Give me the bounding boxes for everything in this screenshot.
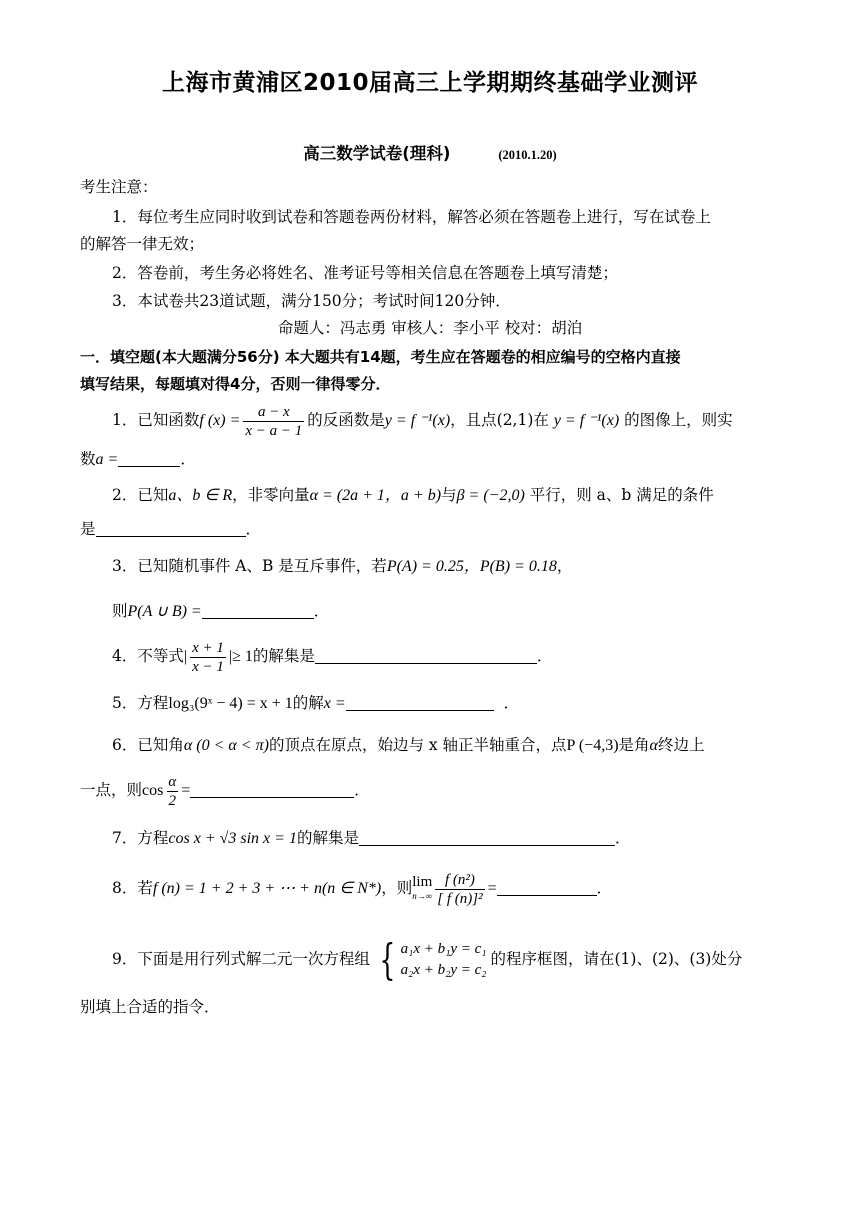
notice-item-1-cont: 的解答一律无效；	[80, 235, 205, 253]
section-heading-cont: 填写结果，每题填对得4分，否则一律得零分．	[80, 375, 391, 393]
answer-blank-1[interactable]	[118, 450, 180, 467]
question-9-cont: 别填上合适的指令．	[80, 998, 220, 1016]
q8-fraction: $\frac{\text{f (n²)}}{\text{[ f (n)]²}}$	[437, 871, 483, 907]
question-1-cont: 数a = ．	[80, 450, 196, 468]
question-6-cont: 一点，则cos $\frac{\alpha}{2}$ = ．	[80, 773, 370, 809]
exam-subtitle	[0, 140, 860, 164]
section-heading: 一．填空题(本大题满分56分) 本大题共有14题，考生应在答题卷的相应编号的空格内直接	[80, 348, 681, 366]
notice-item-3: 3．本试卷共23道试题，满分150分；考试时间120分钟．	[112, 292, 511, 310]
notice-item-1: 1．每位考生应同时收到试卷和答题卷两份材料，解答必须在答题卷上进行，写在试卷上	[112, 208, 711, 226]
q6-fraction: $\frac{\alpha}{2}$	[168, 773, 177, 809]
answer-blank-5[interactable]	[346, 694, 494, 711]
question-3-cont: 则P(A ∪ B) = ．	[112, 602, 330, 620]
question-7: 7．方程cos x + √3 sin x = 1的解集是 ．	[112, 829, 631, 847]
q4-fraction: $\frac{x + 1}{x - 1}$	[192, 639, 224, 675]
answer-blank-7[interactable]	[359, 829, 615, 846]
page-title: 上海市黄浦区2010届高三上学期期终基础学业测评	[161, 70, 698, 96]
question-2: 2．已知a、b ∈ R，非零向量α = (2a + 1，a + b)与β = (−2,0) 平行，则 a、b 满足的条件	[112, 486, 714, 504]
q9-equation-system: { a₁x + b₁y = c₁ a₂x + b₂y = c₂	[379, 935, 487, 984]
question-4: 4．不等式| $\frac{x + 1}{x - 1}$ |≥ 1的解集是 ．	[112, 639, 553, 675]
question-8: 8．若f (n) = 1 + 2 + 3 + ⋯ + n(n ∈ N*)，则 lim n→∞ $\frac{\text{f (n²)}}{\text{[ f (n)]²}}$ = ．	[112, 871, 613, 907]
question-2-cont: 是 ．	[80, 520, 262, 538]
question-9: 9．下面是用行列式解二元一次方程组 { a₁x + b₁y = c₁ a₂x + b₂y = c₂ 的程序框图，请在(1)、(2)、(3)处分	[112, 935, 743, 984]
question-1: 1．已知函数f (x) = $\frac{a - x}{x - a - 1}$ 的反函数是y = f ⁻¹(x)，且点(2,1)在 y = f ⁻¹(x) 的图像上，则实	[112, 403, 733, 439]
exam-date: (2010.1.20)	[498, 148, 557, 162]
authors-line: 命题人：冯志勇 审核人：李小平 校对：胡泊	[277, 319, 583, 337]
answer-blank-2[interactable]	[96, 520, 246, 537]
question-3: 3．已知随机事件 A、B 是互斥事件，若P(A) = 0.25，P(B) = 0.18，	[112, 557, 573, 575]
answer-blank-8[interactable]	[497, 879, 597, 896]
q1-fraction: $\frac{a - x}{x - a - 1}$	[245, 403, 303, 439]
subtitle-text: 高三数学试卷(理科)	[303, 144, 451, 163]
question-5: 5．方程log₃(9ˣ − 4) = x + 1的解x = ．	[112, 694, 520, 712]
q1-function: f (x) =	[199, 412, 241, 429]
answer-blank-4[interactable]	[315, 647, 537, 664]
answer-blank-3[interactable]	[202, 602, 314, 619]
question-6: 6．已知角α (0 < α < π)的顶点在原点，始边与 x 轴正半轴重合，点P (−4,3)是角α终边上	[112, 736, 705, 754]
answer-blank-6[interactable]	[190, 781, 354, 798]
q8-limit: lim n→∞	[412, 874, 433, 901]
notice-heading: 考生注意：	[80, 178, 158, 196]
notice-item-2: 2．答卷前，考生务必将姓名、准考证号等相关信息在答题卷上填写清楚；	[112, 264, 618, 282]
